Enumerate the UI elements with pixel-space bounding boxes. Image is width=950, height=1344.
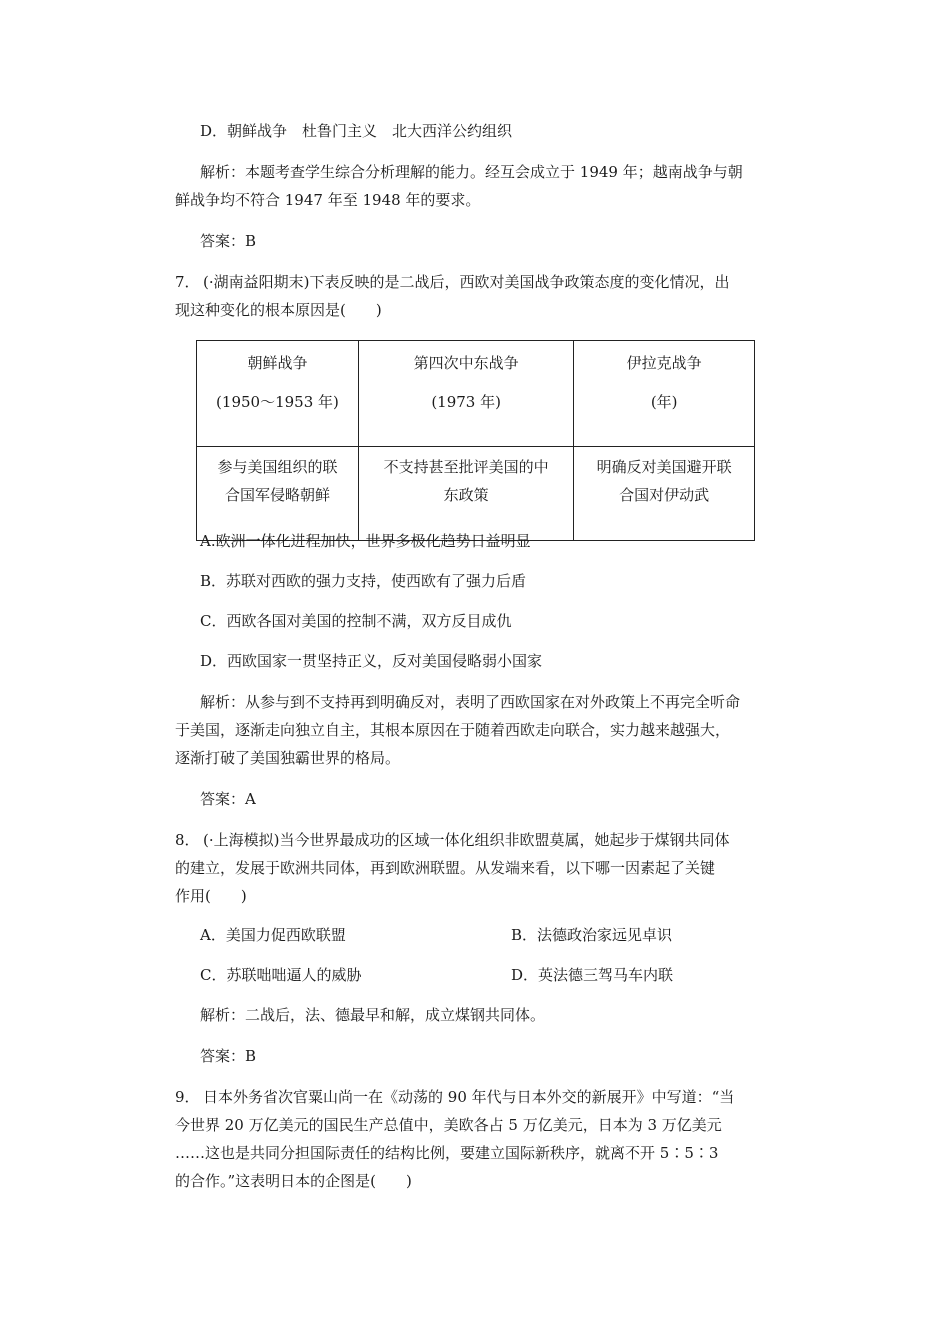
analysis-7-line-1: 解析：从参与到不支持再到明确反对，表明了西欧国家在对外政策上不再完全听命 — [200, 693, 741, 711]
table-cell-attitude — [574, 447, 755, 541]
question-8-option-d: D．英法德三驾马车内联 — [511, 966, 674, 984]
table-row-attitudes — [197, 447, 755, 541]
question-7-option-b: B．苏联对西欧的强力支持，使西欧有了强力后盾 — [200, 572, 527, 590]
question-7-number: 7． — [175, 273, 200, 291]
question-7-line-2: 现这种变化的根本原因是( ) — [175, 301, 382, 319]
table-cell-korean-war — [197, 341, 359, 447]
analysis-6-line-2: 鲜战争均不符合 1947 年至 1948 年的要求。 — [175, 191, 481, 209]
table-cell-attitude — [197, 447, 359, 541]
table-cell-iraq-war — [574, 341, 755, 447]
war-name: 第四次中东战争 — [413, 354, 519, 372]
question-8-option-a: A．美国力促西欧联盟 — [200, 926, 346, 944]
question-7-option-a: A.欧洲一体化进程加快，世界多极化趋势日益明显 — [200, 532, 531, 550]
question-7-option-c: C．西欧各国对美国的控制不满，双方反目成仇 — [200, 612, 512, 630]
attitude-line: 合国对伊动武 — [619, 486, 710, 504]
option-d-previous: D．朝鲜战争 杜鲁门主义 北大西洋公约组织 — [200, 122, 513, 140]
question-8-line-2: 的建立，发展于欧洲共同体，再到欧洲联盟。从发端来看，以下哪一因素起了关键 — [175, 859, 716, 877]
attitude-line: 东政策 — [443, 486, 489, 504]
table-cell-fourth-middle-east-war — [358, 341, 573, 447]
analysis-6-line-1: 解析：本题考查学生综合分析理解的能力。经互会成立于 1949 年；越南战争与朝 — [200, 163, 743, 181]
question-8-option-c: C．苏联咄咄逼人的威胁 — [200, 966, 362, 984]
answer-7: 答案：A — [200, 790, 256, 808]
question-9-line-2: 今世界 20 万亿美元的国民生产总值中，美欧各占 5 万亿美元，日本为 3 万亿美元 — [175, 1116, 722, 1134]
question-9-line-4: 的合作。”这表明日本的企图是( ) — [175, 1172, 412, 1190]
attitude-table — [196, 340, 755, 541]
attitude-line: 参与美国组织的联 — [217, 458, 338, 476]
war-years: (1950～1953 年) — [216, 393, 339, 411]
analysis-7-line-3: 逐渐打破了美国独霸世界的格局。 — [175, 749, 401, 767]
attitude-line: 明确反对美国避开联 — [596, 458, 732, 476]
question-9-line-1: 日本外务省次官粟山尚一在《动荡的 90 年代与日本外交的新展开》中写道：“当 — [203, 1088, 735, 1106]
war-years: (1973 年) — [431, 393, 501, 411]
analysis-8: 解析：二战后，法、德最早和解，成立煤钢共同体。 — [200, 1006, 546, 1024]
answer-6: 答案：B — [200, 232, 257, 250]
question-8-option-b: B．法德政治家远见卓识 — [511, 926, 673, 944]
table-cell-attitude — [358, 447, 573, 541]
question-8-line-3: 作用( ) — [175, 887, 247, 905]
war-name: 伊拉克战争 — [626, 354, 702, 372]
question-9-line-3: ……这也是共同分担国际责任的结构比例，要建立国际新秩序，就离不开 5∶5∶3 — [175, 1144, 719, 1162]
question-7-line-1: (·湖南益阳期末)下表反映的是二战后，西欧对美国战争政策态度的变化情况，出 — [203, 273, 730, 291]
question-8-line-1: (·上海模拟)当今世界最成功的区域一体化组织非欧盟莫属，她起步于煤钢共同体 — [203, 831, 730, 849]
question-7-option-d: D．西欧国家一贯坚持正义，反对美国侵略弱小国家 — [200, 652, 543, 670]
war-years: (年) — [650, 393, 678, 411]
question-8-number: 8． — [175, 831, 200, 849]
question-9-number: 9． — [175, 1088, 200, 1106]
analysis-7-line-2: 于美国，逐渐走向独立自主，其根本原因在于随着西欧走向联合，实力越来越强大， — [175, 721, 731, 739]
answer-8: 答案：B — [200, 1047, 257, 1065]
table-row-wars — [197, 341, 755, 447]
attitude-line: 不支持甚至批评美国的中 — [383, 458, 549, 476]
war-name: 朝鲜战争 — [247, 354, 308, 372]
attitude-line: 合国军侵略朝鲜 — [224, 486, 330, 504]
